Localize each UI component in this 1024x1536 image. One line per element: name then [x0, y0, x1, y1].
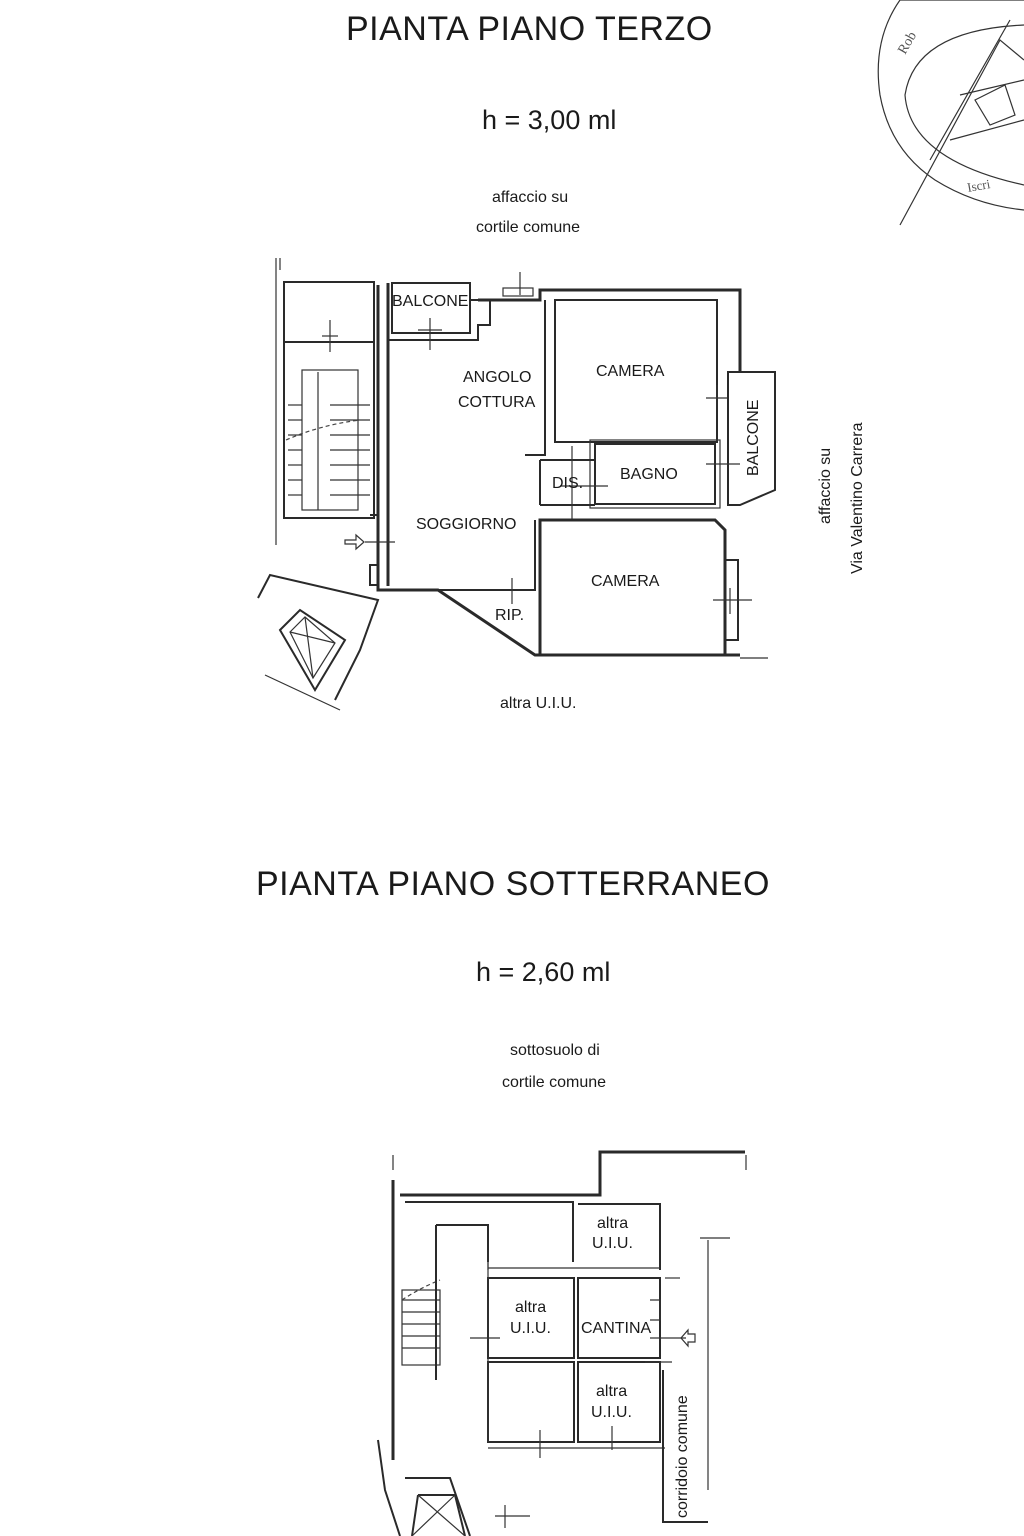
- room-angolo-line2: COTTURA: [458, 394, 536, 411]
- room-altra-c-line2: U.I.U.: [592, 1235, 633, 1252]
- third-floor-note-bottom: altra U.I.U.: [500, 695, 577, 712]
- room-altra-b-line2: U.I.U.: [591, 1404, 632, 1421]
- third-floor-plan: [258, 258, 775, 710]
- basement-note-top-1: sottosuolo di: [510, 1042, 600, 1059]
- room-rip: RIP.: [495, 607, 525, 624]
- room-camera-bottom: CAMERA: [591, 573, 660, 590]
- room-bagno: BAGNO: [620, 466, 678, 483]
- room-balcone-top: BALCONE: [392, 293, 469, 310]
- basement-note-top-2: cortile comune: [502, 1074, 607, 1091]
- room-altra-b-line1: altra: [596, 1383, 628, 1400]
- stamp-text-bottom: Iscri: [965, 176, 992, 195]
- room-soggiorno: SOGGIORNO: [416, 516, 517, 533]
- room-altra-c-line1: altra: [597, 1215, 629, 1232]
- stamp-text-top: Rob: [895, 29, 921, 57]
- basement-corridor-label: corridoio comune: [674, 1395, 691, 1518]
- third-floor-height: h = 3,00 ml: [482, 105, 617, 135]
- basement-title: PIANTA PIANO SOTTERRANEO: [256, 865, 770, 903]
- room-cantina: CANTINA: [581, 1320, 652, 1337]
- room-dis: DIS.: [552, 475, 584, 492]
- room-altra-a-line1: altra: [515, 1299, 547, 1316]
- third-floor-note-top-2: cortile comune: [476, 219, 581, 236]
- room-balcone-right: BALCONE: [745, 399, 762, 476]
- third-floor-note-right-1: affaccio su: [817, 447, 834, 524]
- third-floor-note-right-2: Via Valentino Carrera: [849, 422, 866, 574]
- third-floor-title: PIANTA PIANO TERZO: [346, 10, 713, 48]
- basement-height: h = 2,60 ml: [476, 957, 611, 987]
- third-floor-note-top-1: affaccio su: [492, 189, 569, 206]
- room-camera-top: CAMERA: [596, 363, 665, 380]
- room-angolo-line1: ANGOLO: [463, 369, 532, 386]
- professional-stamp: [878, 0, 1024, 225]
- room-altra-a-line2: U.I.U.: [510, 1320, 551, 1337]
